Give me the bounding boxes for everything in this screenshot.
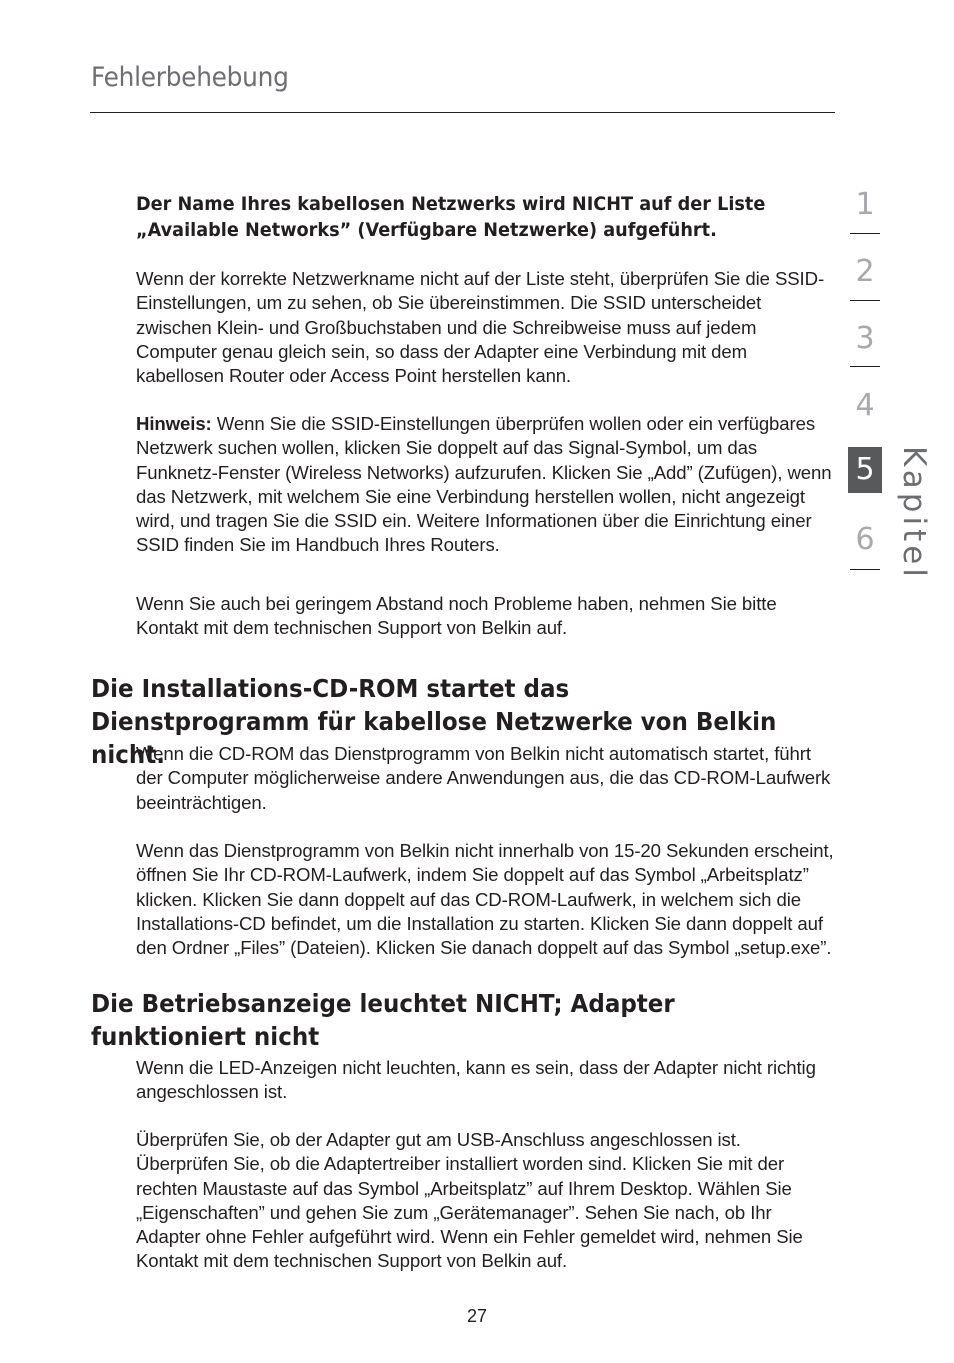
chapter-3-tab[interactable]: 3 <box>855 321 875 356</box>
chapter-divider <box>850 233 880 234</box>
chapter-4-tab[interactable]: 4 <box>855 388 875 423</box>
chapter-divider <box>850 366 880 367</box>
section-2-paragraph-2: Wenn das Dienstprogramm von Belkin nicht innerhalb von 15-20 Sekunden erscheint, öffnen Sie Ihr CD-ROM-Laufwerk, indem Sie doppelt auf das Symbol „Arbeitsplatz” klicken. Klicken Sie dann doppelt auf das CD-ROM-Laufwerk, in welchem sich die Installations-CD befindet, um die Installation zu starten. Klicken Sie dann doppelt auf den Ordner „Files” (Dateien). Klicken Sie danach doppelt auf das Symbol „setup.exe”. <box>136 840 834 959</box>
section-1-paragraph-1: Wenn der korrekte Netzwerkname nicht auf der Liste steht, überprüfen Sie die SSID-Einstellungen, um zu sehen, ob Sie übereinstimmen. Die SSID unterscheidet zwischen Klein- und Großbuchstaben und die Schreibweise muss auf jedem Computer genau gleich sein, so dass der Adapter eine Verbindung mit dem kabellosen Router oder Access Point herstellen kann. <box>136 268 825 387</box>
section-1-closing: Wenn Sie auch bei geringem Abstand noch Probleme haben, nehmen Sie bitte Kontakt mit dem technischen Support von Belkin auf. <box>136 593 777 639</box>
chapter-divider <box>850 569 880 570</box>
header-divider <box>90 112 835 113</box>
chapter-5-tab-active[interactable]: 5 <box>848 447 882 493</box>
page-number: 27 <box>466 1306 488 1326</box>
section-3-paragraph-2: Überprüfen Sie, ob der Adapter gut am USB-Anschluss angeschlossen ist. Überprüfen Sie, ob die Adaptertreiber installiert worden sind. Klicken Sie mit der rechten Maustaste auf das Symbol „Arbeitsplatz” auf Ihrem Desktop. Wählen Sie „Eigenschaften” und gehen Sie zum „Gerätemanager”. Sehen Sie nach, ob Ihr Adapter ohne Fehler aufgeführt wird. Wenn ein Fehler gemeldet wird, nehmen Sie Kontakt mit dem technischen Support von Belkin auf. <box>136 1129 803 1272</box>
section-3-paragraph-1: Wenn die LED-Anzeigen nicht leuchten, kann es sein, dass der Adapter nicht richtig angeschlossen ist. <box>136 1057 816 1103</box>
chapter-divider <box>850 300 880 301</box>
chapter-2-tab[interactable]: 2 <box>855 254 875 289</box>
section-1-heading-line-1: Der Name Ihres kabellosen Netzwerks wird NICHT auf der Liste <box>136 193 766 215</box>
section-2-paragraph-1: Wenn die CD-ROM das Dienstprogramm von Belkin nicht automatisch startet, führt der Computer möglicherweise andere Anwendungen aus, die das CD-ROM-Laufwerk beeinträchtigen. <box>136 743 831 813</box>
note-text: Wenn Sie die SSID-Einstellungen überprüfen wollen oder ein verfügbares Netzwerk suchen wollen, klicken Sie doppelt auf das Signal-Symbol, um das Funknetz-Fenster (Wireless Networks) aufzurufen. Klicken Sie „Add” (Zufügen), wenn das Netzwerk, mit welchem Sie eine Verbindung herstellen wollen, nicht angezeigt wird, und tragen Sie die SSID ein. Weitere Informationen über die Einrichtung einer SSID finden Sie im Handbuch Ihres Routers. <box>136 413 832 556</box>
section-2-heading: Die Installations-CD-ROM startet das Dienstprogramm für kabellose Netzwerke von Belkin nicht. <box>91 674 777 769</box>
chapter-label: Kapitel <box>896 446 932 581</box>
note-label: Hinweis: <box>136 413 212 434</box>
chapter-1-tab[interactable]: 1 <box>855 187 875 222</box>
section-3-heading: Die Betriebsanzeige leuchtet NICHT; Adapter funktioniert nicht <box>91 989 675 1051</box>
chapter-6-tab[interactable]: 6 <box>855 522 875 557</box>
running-header-title: Fehlerbehebung <box>91 62 289 93</box>
section-1-heading-line-2: „Available Networks” (Verfügbare Netzwerke) aufgeführt. <box>136 219 717 241</box>
section-1-note <box>136 412 836 558</box>
